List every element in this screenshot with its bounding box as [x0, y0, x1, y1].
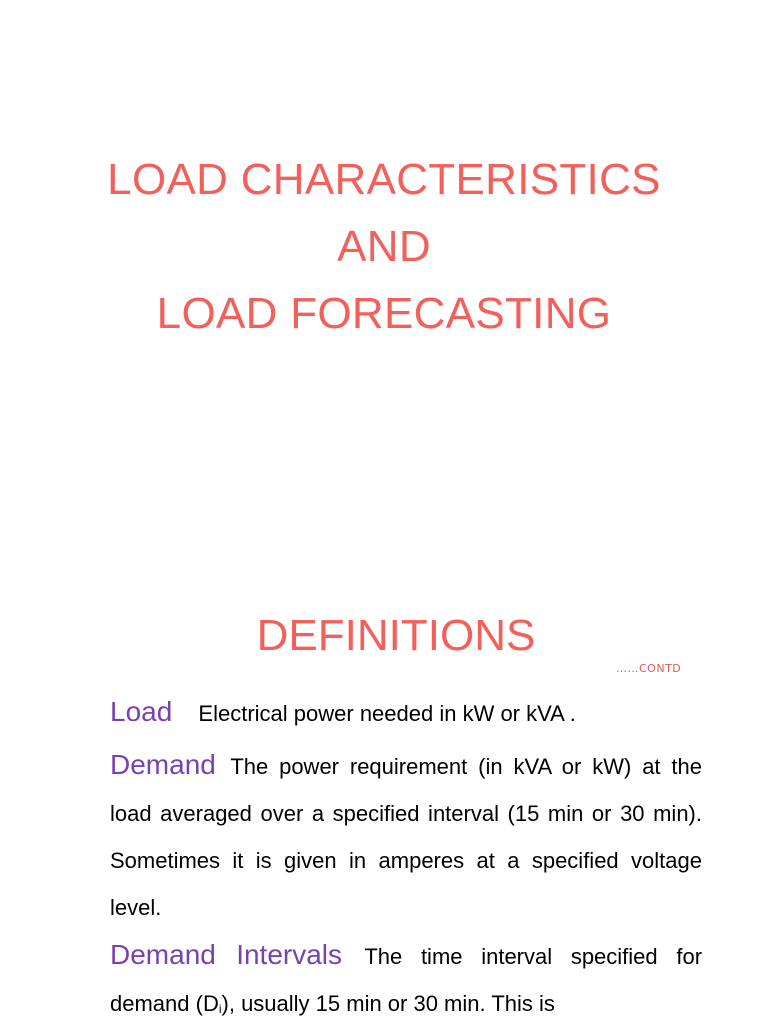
definition-demand-intervals — [110, 931, 702, 1033]
title-line-3: LOAD FORECASTING — [156, 289, 612, 338]
definition-text: Electrical power needed in kW or kVA . — [198, 701, 576, 726]
definitions-list — [110, 688, 702, 1033]
document-title — [0, 146, 768, 347]
definition-demand — [110, 741, 702, 931]
definition-term: Demand — [110, 749, 216, 780]
contd-marker: ……CONTD — [616, 662, 682, 675]
definition-term: Demand Intervals — [110, 939, 343, 970]
definition-term: Load — [110, 696, 173, 727]
subscript: i — [218, 1002, 222, 1016]
title-line-1: LOAD CHARACTERISTICS — [107, 155, 661, 204]
definition-text: The power requirement (in kVA or kW) at the load averaged over a specified interval (15 min or 30 min). Sometimes it is given in amperes at a specified voltage level. — [110, 754, 702, 920]
section-heading: DEFINITIONS — [256, 611, 536, 660]
definition-text-part: ), usually 15 min or 30 min. This is — [221, 991, 555, 1016]
definition-text-part: The time interval specified for demand (D — [110, 944, 703, 1016]
definition-load — [110, 688, 702, 737]
title-line-2: AND — [337, 222, 431, 271]
